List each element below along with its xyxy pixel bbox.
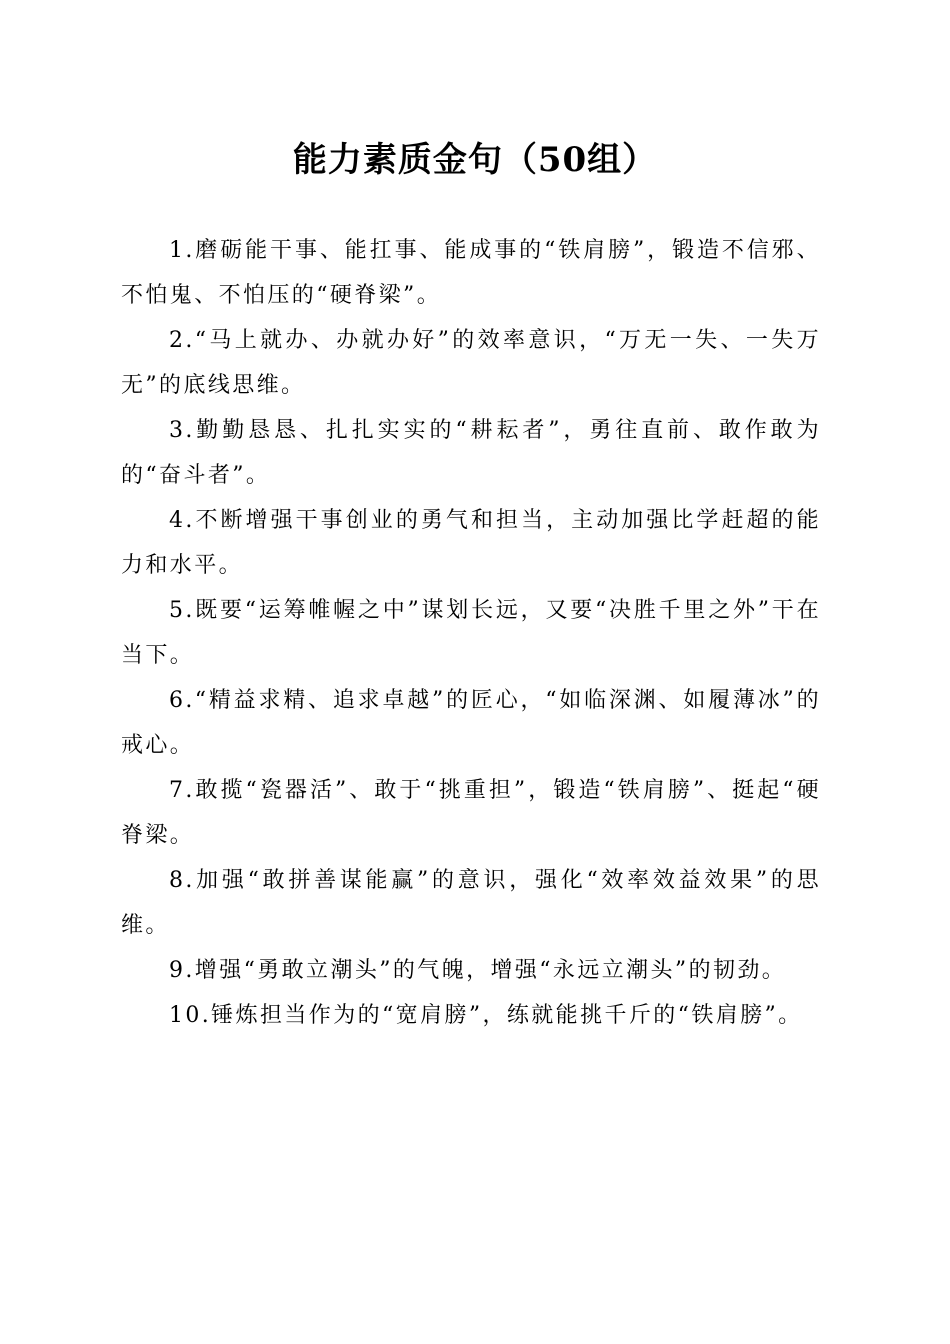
quote-paragraph-4: 4.不断增强干事创业的勇气和担当，主动加强比学赶超的能力和水平。 — [121, 508, 821, 578]
quote-paragraph-6: 6.“精益求精、追求卓越”的匠心，“如临深渊、如履薄冰”的戒心。 — [121, 688, 821, 758]
quote-paragraph-9: 9.增强“勇敢立潮头”的气魄，增强“永远立潮头”的韧劲。 — [169, 958, 787, 983]
quote-paragraph-1: 1.磨砺能干事、能扛事、能成事的“铁肩膀”，锻造不信邪、不怕鬼、不怕压的“硬脊梁”。 — [121, 238, 821, 308]
quote-list — [121, 228, 821, 1038]
quote-paragraph-7: 7.敢揽“瓷器活”、敢于“挑重担”，锻造“铁肩膀”、挺起“硬脊梁。 — [121, 778, 821, 848]
quote-paragraph-2: 2.“马上就办、办就办好”的效率意识，“万无一失、一失万无”的底线思维。 — [121, 328, 821, 398]
quote-paragraph-10: 10.锤炼担当作为的“宽肩膀”，练就能挑千斤的“铁肩膀”。 — [169, 1003, 803, 1028]
quote-paragraph-8: 8.加强“敢拼善谋能赢”的意识，强化“效率效益效果”的思维。 — [121, 868, 821, 938]
quote-paragraph-5: 5.既要“运筹帷幄之中”谋划长远，又要“决胜千里之外”干在当下。 — [121, 598, 821, 668]
quote-paragraph-3: 3.勤勤恳恳、扎扎实实的“耕耘者”，勇往直前、敢作敢为的“奋斗者”。 — [121, 418, 821, 488]
document-title: 能力素质金句（50组） — [292, 140, 658, 180]
